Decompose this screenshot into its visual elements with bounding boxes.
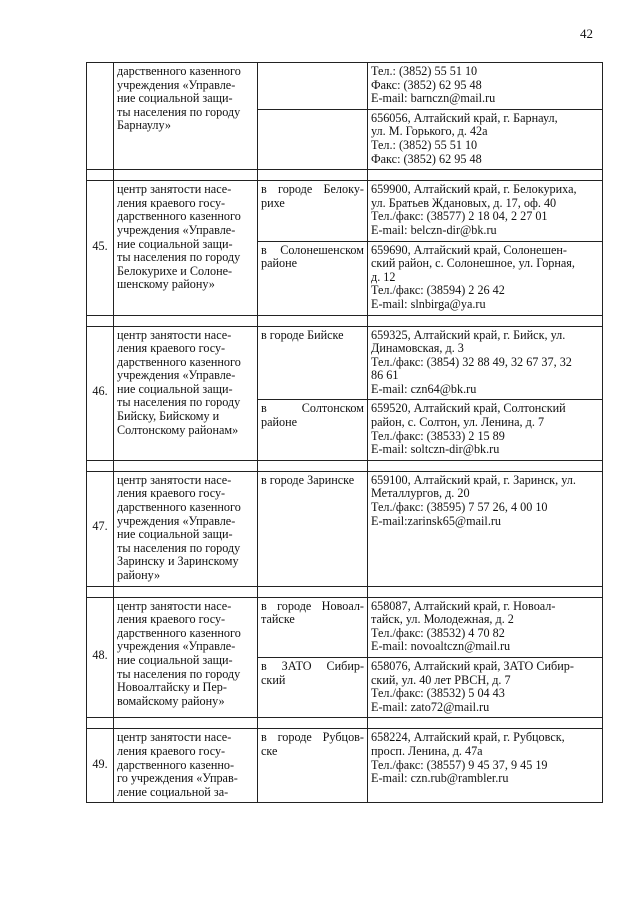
text-line: Тел./факс: (38532) 4 70 82 [371,625,505,640]
text-line: ление социальной за- [117,784,229,799]
text-line: Факс: (3852) 62 95 48 [371,77,482,92]
entry-number: 48. [87,597,114,718]
text-line: учреждения «Управле- [117,222,236,237]
entry-number [87,63,114,170]
row-gap [87,460,603,471]
text-line: 86 61 [371,368,399,383]
text-line: дарственного казенного [117,625,241,640]
row-gap [87,718,603,729]
text-line: дарственного казенного [117,64,241,78]
text-line: E-mail: barnczn@mail.ru [371,91,496,106]
text-line: тайск, ул. Молодежная, д. 2 [371,612,514,627]
table-row [87,471,603,586]
organization-name [114,326,258,460]
text-line: Белокурихе и Солоне- [117,263,233,278]
text-line: 659325, Алтайский край, г. Бийск, ул. [371,327,566,342]
organization-name [114,471,258,586]
organization-name [114,597,258,718]
text-line: ский, ул. 40 лет РВСН, д. 7 [371,672,511,687]
text-line: дарственного казенного [117,500,241,515]
text-line: ления краевого госу- [117,612,226,627]
text-line: Тел.: (3852) 55 51 10 [371,64,478,78]
organization-name [114,63,258,170]
text-line: центр занятости насе- [117,182,232,197]
contact-address [368,597,603,657]
text-line: ты населения по городу [117,104,241,119]
text-line: 658087, Алтайский край, г. Новоал- [371,598,556,613]
page-number: 42 [580,26,593,41]
text-line: ления краевого госу- [117,341,226,356]
entry-number: 46. [87,326,114,460]
row-gap [87,170,603,181]
text-line: E-mail: belczn-dir@bk.ru [371,222,497,237]
contact-address [368,400,603,460]
service-area [258,63,368,110]
text-line: Тел./факс: (38595) 7 57 26, 4 00 10 [371,500,548,515]
table-body [87,63,603,803]
text-line: ние социальной защи- [117,652,233,667]
text-line: Факс: (3852) 62 95 48 [371,151,482,166]
text-line: 658076, Алтайский край, ЗАТО Сибир- [371,658,574,673]
text-line: ты населения по городу [117,395,241,410]
service-area: в городе Новоал-тайске [258,597,368,657]
text-line: 659690, Алтайский край, Солонешен- [371,242,567,257]
service-area: в Солонешенском районе [258,241,368,315]
text-line: Тел./факс: (38594) 2 26 42 [371,283,505,298]
text-line: 659100, Алтайский край, г. Заринск, ул. [371,472,576,487]
text-line: Металлургов, д. 20 [371,486,470,501]
text-line: 659900, Алтайский край, г. Белокуриха, [371,182,577,197]
employment-centers-table [86,62,603,803]
service-area: в городе Рубцов-ске [258,729,368,803]
text-line: учреждения «Управле- [117,368,236,383]
text-line: Тел./факс: (38577) 2 18 04, 2 27 01 [371,209,548,224]
contact-address [368,657,603,717]
organization-name [114,729,258,803]
text-line: центр занятости насе- [117,472,232,487]
text-line: Тел./факс: (38533) 2 15 89 [371,428,505,443]
text-line: дарственного казенного [117,209,241,224]
service-area: в ЗАТО Сибир-ский [258,657,368,717]
text-line: Барнаулу» [117,118,171,133]
text-line: Бийску, Бийскому и [117,409,220,424]
text-line: центр занятости насе- [117,327,232,342]
table-row [87,597,603,657]
row-gap [87,586,603,597]
entry-number: 45. [87,181,114,315]
service-area: в городе Бийске [258,326,368,400]
text-line: ский район, с. Солонешное, ул. Горная, [371,256,575,271]
service-area: в городе Белоку-рихе [258,181,368,241]
text-line: E-mail: soltczn-dir@bk.ru [371,442,500,457]
text-line: району» [117,568,161,582]
service-area [258,109,368,169]
text-line: д. 12 [371,269,396,284]
text-line: E-mail: czn64@bk.ru [371,381,477,396]
organization-name [114,181,258,315]
text-line: ние социальной защи- [117,91,233,106]
text-line: 658224, Алтайский край, г. Рубцовск, [371,730,565,745]
text-line: Тел./факс: (38557) 9 45 37, 9 45 19 [371,757,548,772]
table-row [87,63,603,110]
text-line: центр занятости насе- [117,598,232,613]
contact-address [368,471,603,586]
text-line: ул. Братьев Ждановых, д. 17, оф. 40 [371,195,557,210]
service-area: в городе Заринске [258,471,368,586]
text-line: ние социальной защи- [117,527,233,542]
entry-number: 47. [87,471,114,586]
text-line: дарственного казенного [117,354,241,369]
text-line: го учреждения «Управ- [117,771,238,786]
text-line: 659520, Алтайский край, Солтонский [371,401,566,416]
text-line: Динамовская, д. 3 [371,341,464,356]
table-row [87,326,603,400]
text-line: ние социальной защи- [117,381,233,396]
text-line: просп. Ленина, д. 47а [371,743,483,758]
text-line: ние социальной защи- [117,236,233,251]
text-line: учреждения «Управле- [117,639,236,654]
contact-address [368,326,603,400]
text-line: шенскому району» [117,277,215,292]
text-line: район, с. Солтон, ул. Ленина, д. 7 [371,415,545,430]
text-line: 656056, Алтайский край, г. Барнаул, [371,110,558,125]
contact-address [368,181,603,241]
text-line: ул. М. Горького, д. 42а [371,124,488,139]
text-line: E-mail:zarinsk65@mail.ru [371,513,502,528]
table-row [87,729,603,803]
text-line: E-mail: novoaltczn@mail.ru [371,639,511,654]
text-line: ты населения по городу [117,540,241,555]
service-area: в Солтонском районе [258,400,368,460]
text-line: Новоалтайску и Пер- [117,680,227,695]
text-line: ления краевого госу- [117,486,226,501]
text-line: учреждения «Управле- [117,77,236,92]
text-line: ления краевого госу- [117,195,226,210]
text-line: дарственного казенно- [117,757,235,772]
text-line: Тел.: (3852) 55 51 10 [371,137,478,152]
text-line: ления краевого госу- [117,743,226,758]
text-line: Солтонскому районам» [117,422,239,437]
row-gap [87,315,603,326]
contact-address [368,63,603,110]
text-line: вомайскому району» [117,693,225,708]
contact-address [368,109,603,169]
text-line: центр занятости насе- [117,730,232,745]
text-line: E-mail: zato72@mail.ru [371,699,490,714]
text-line: учреждения «Управле- [117,513,236,528]
text-line: Тел./факс: (38532) 5 04 43 [371,686,505,701]
text-line: E-mail: czn.rub@rambler.ru [371,771,509,786]
text-line: Заринску и Заринскому [117,554,239,569]
text-line: Тел./факс: (3854) 32 88 49, 32 67 37, 32 [371,354,572,369]
table-row [87,181,603,241]
contact-address [368,241,603,315]
text-line: ты населения по городу [117,250,241,265]
contact-address [368,729,603,803]
text-line: ты населения по городу [117,666,241,681]
text-line: E-mail: slnbirga@ya.ru [371,296,486,311]
entry-number: 49. [87,729,114,803]
